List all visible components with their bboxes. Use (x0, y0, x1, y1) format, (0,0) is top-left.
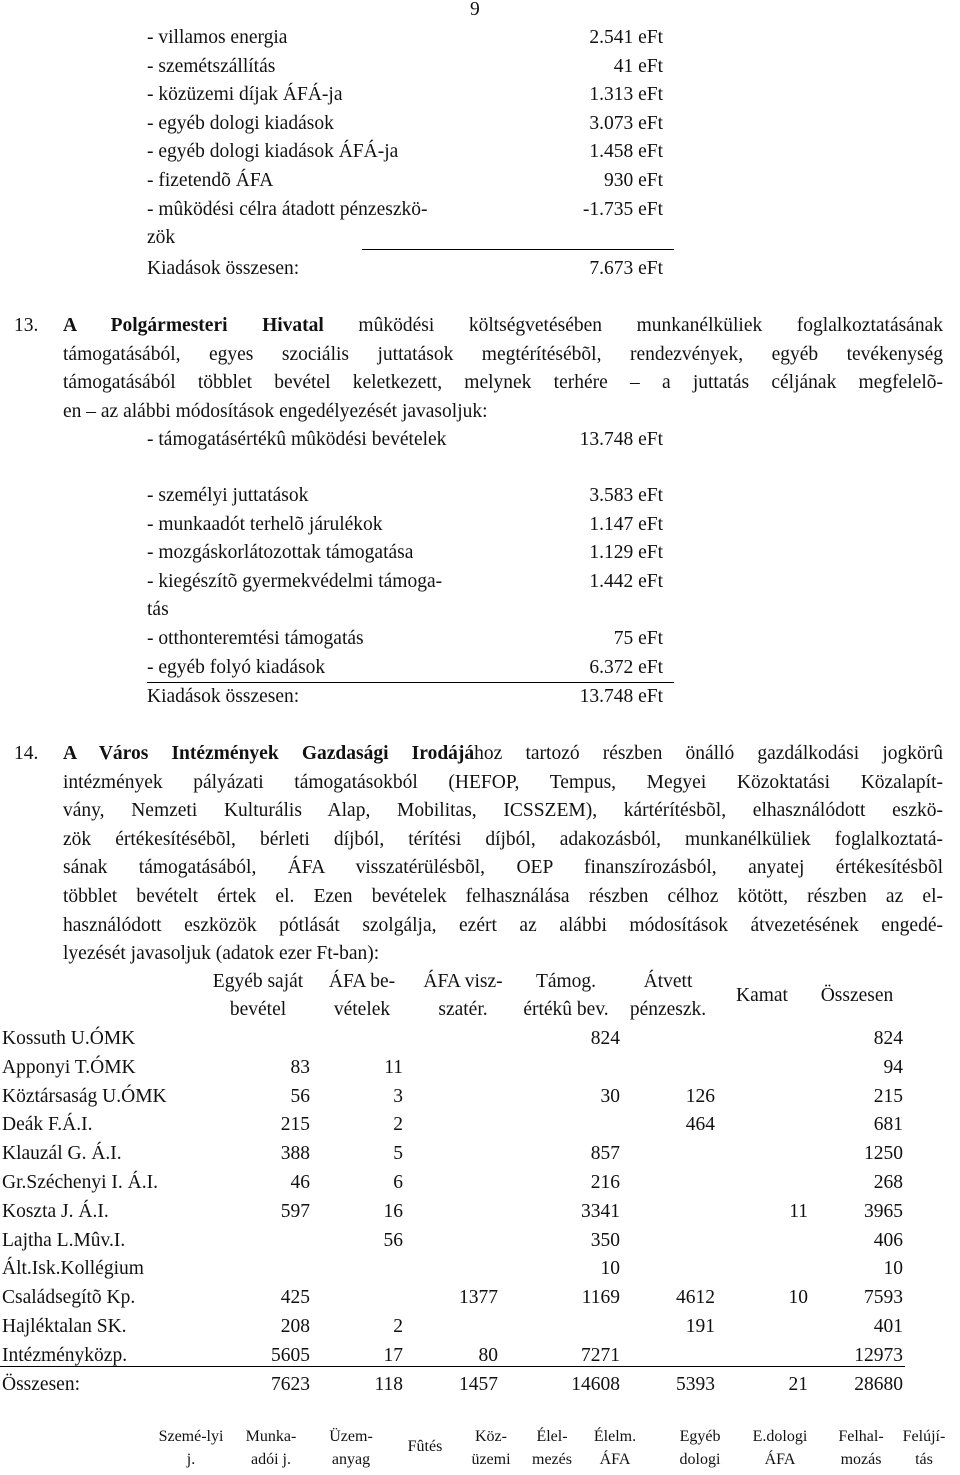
item-label: - otthonteremtési támogatás (147, 628, 364, 649)
paragraph-line: en – az alábbi módosítások engedélyezését javasoljuk: (63, 400, 488, 422)
table-cell: 118 (374, 1374, 403, 1395)
list-item (0, 511, 960, 540)
list-item (0, 196, 960, 225)
table-cell: 6 (393, 1172, 403, 1193)
item-label: - egyéb dologi kiadások (147, 112, 334, 134)
header-cell: ÁFA visz- (423, 971, 503, 992)
list-item (0, 482, 960, 511)
table-cell: 425 (280, 1287, 310, 1309)
header-cell: Átvett (643, 971, 693, 992)
list-item (0, 81, 960, 110)
table-row (0, 1313, 960, 1342)
table-cell: 3 (393, 1085, 403, 1107)
item-value: 41 eFt (613, 55, 663, 77)
table-cell: 7593 (864, 1287, 903, 1309)
income-label: - támogatásértékû mûködési bevételek (147, 429, 447, 450)
item-label: - villamos energia (147, 27, 288, 48)
table-cell: 7623 (271, 1374, 310, 1395)
table-row (0, 1111, 960, 1140)
header-cell: Összesen (820, 985, 894, 1006)
paragraph-text (63, 740, 943, 969)
row-label: Ált.Isk.Kollégium (2, 1258, 144, 1280)
list-item (0, 53, 960, 82)
item-label: - személyi juttatások (147, 485, 309, 506)
paragraph-line: vány, Nemzeti Kulturális Alap, Mobilitas, ICSSZEM), kártérítésbõl, elhasználódott eszkö- (63, 800, 943, 822)
bold-title: A Polgármesteri Hivatal (63, 315, 324, 336)
table-cell: 46 (290, 1172, 310, 1193)
table-cell: 857 (590, 1143, 620, 1165)
paragraph-text (63, 312, 943, 426)
list-item (0, 24, 960, 53)
item-label: - közüzemi díjak ÁFÁ-ja (147, 84, 343, 106)
row-label: Lajtha L.Mûv.I. (2, 1229, 126, 1251)
table-cell: 28680 (854, 1374, 903, 1395)
table-row (0, 1255, 960, 1284)
header-cell: E.dologi (752, 1428, 808, 1445)
header-cell: Fûtés (407, 1438, 443, 1455)
header-cell: mezés (532, 1451, 572, 1468)
header-cell: tás (915, 1451, 933, 1468)
table-cell: 80 (478, 1344, 498, 1366)
item-value: 1.147 eFt (589, 513, 663, 535)
table-cell: 268 (873, 1172, 903, 1193)
row-label: Köztársaság U.ÓMK (2, 1085, 167, 1107)
table-cell: 4612 (676, 1287, 715, 1309)
row-label: Kossuth U.ÓMK (2, 1028, 136, 1049)
table-cell: 10 (883, 1258, 903, 1280)
row-label: Családsegítõ Kp. (2, 1287, 136, 1309)
list-item (0, 596, 960, 625)
header-cell: mozás (840, 1451, 882, 1468)
header-cell: Támog. (535, 971, 597, 992)
divider (362, 249, 674, 250)
table-cell: 56 (290, 1085, 310, 1107)
table-cell: 388 (280, 1143, 310, 1165)
table-cell: 216 (590, 1172, 620, 1193)
item-label: - mûködési célra átadott pénzeszkö- (147, 198, 428, 220)
bold-title: A Város Intézmények Gazdasági Irodájá (63, 743, 475, 764)
table-cell: 208 (280, 1316, 310, 1337)
table-row (0, 1227, 960, 1256)
header-cell: Egyéb (679, 1428, 721, 1445)
item-label: - egyéb dologi kiadások ÁFÁ-ja (147, 141, 399, 163)
table-row (0, 1198, 960, 1227)
header-cell: Üzem- (329, 1428, 373, 1445)
line-text: mûködési költségvetésében munkanélküliek foglalkoztatásának (358, 315, 943, 336)
table-row (0, 1169, 960, 1198)
item-label: - kiegészítõ gyermekvédelmi támoga- (147, 570, 443, 592)
paragraph-line: sának támogatásából, ÁFA visszatérülésbõl, OEP finanszírozásból, anyatej értékesítésbõl (63, 857, 943, 879)
item-label: zök (147, 227, 176, 249)
table-cell: 2 (393, 1114, 403, 1136)
item-value: 930 eFt (603, 170, 663, 191)
table-cell: 21 (788, 1374, 808, 1395)
paragraph-line: támogatásából, egyes szociális juttatások megtérítésébõl, rendezvények, egyéb tevékenység (63, 343, 943, 365)
header-cell: anyag (331, 1451, 371, 1468)
table-row (0, 1284, 960, 1313)
paragraph-line: használódott eszközök pótlását szolgálja, ezért az alábbi módosítások átvezetésének engedé- (63, 914, 943, 936)
header-cell: Felújí- (902, 1428, 946, 1445)
table-cell: 406 (873, 1229, 903, 1251)
table-cell: 597 (280, 1200, 310, 1222)
list-item (0, 167, 960, 196)
income-value: 13.748 eFt (579, 429, 663, 450)
table-cell: 7271 (581, 1344, 620, 1366)
table-divider (0, 1366, 905, 1367)
header-cell: ÁFA (764, 1451, 796, 1468)
table-cell: 83 (290, 1056, 310, 1078)
header-cell: dologi (679, 1451, 721, 1468)
table-row (0, 1025, 960, 1054)
header-cell: Élelm. (593, 1428, 637, 1445)
table-cell: 11 (384, 1056, 403, 1078)
table-cell: 126 (685, 1085, 715, 1107)
row-label: Klauzál G. Á.I. (2, 1143, 122, 1165)
table-cell: 10 (600, 1258, 620, 1280)
item-value: -1.735 eFt (582, 198, 663, 220)
list-item (0, 539, 960, 568)
item-value: 1.442 eFt (589, 570, 663, 592)
header-cell: j. (186, 1451, 196, 1468)
item-value: 3.583 eFt (589, 485, 663, 506)
table-cell: 14608 (571, 1374, 620, 1395)
item-value: 75 eFt (613, 628, 663, 649)
row-label: Hajléktalan SK. (2, 1316, 127, 1337)
item-label: tás (147, 599, 169, 621)
line-text: hoz tartozó részben önálló gazdálkodási jogkörû (474, 743, 943, 764)
table-cell: 350 (590, 1229, 620, 1251)
header-cell: szatér. (438, 999, 488, 1020)
table-row (0, 1140, 960, 1169)
table-cell: 1169 (581, 1287, 620, 1309)
total-row (0, 683, 960, 712)
paragraph-line (63, 312, 943, 341)
table-row (0, 1083, 960, 1112)
row-label: Összesen: (2, 1374, 80, 1395)
table-cell: 464 (685, 1114, 715, 1136)
row-label: Apponyi T.ÓMK (2, 1056, 136, 1078)
item-label: - fizetendõ ÁFA (147, 170, 274, 191)
page-number: 9 (470, 0, 480, 20)
item-value: 1.458 eFt (589, 141, 663, 163)
total-label: Kiadások összesen: (147, 686, 300, 707)
header-cell: pénzeszk. (629, 999, 707, 1020)
table-cell: 824 (590, 1028, 620, 1049)
header-cell: Kamat (736, 985, 788, 1006)
header-cell: vételek (333, 999, 391, 1020)
item-value: 1.313 eFt (589, 84, 663, 106)
table-cell: 16 (383, 1200, 403, 1222)
row-label: Deák F.Á.I. (2, 1114, 93, 1136)
header-cell: üzemi (471, 1451, 511, 1468)
table-cell: 30 (600, 1085, 620, 1107)
table-cell: 215 (280, 1114, 310, 1136)
item-label: - munkaadót terhelõ járulékok (147, 513, 383, 535)
table-cell: 94 (883, 1056, 903, 1078)
item-value: 6.372 eFt (589, 656, 663, 678)
table-total-row (0, 1371, 960, 1400)
table-cell: 17 (383, 1344, 403, 1366)
header-cell: értékû bev. (523, 999, 609, 1020)
row-label: Gr.Széchenyi I. Á.I. (2, 1172, 158, 1193)
table-cell: 1457 (459, 1374, 498, 1395)
list-item (0, 138, 960, 167)
header-cell: adói j. (251, 1451, 291, 1468)
list-item (0, 568, 960, 597)
income-row (0, 426, 960, 455)
list-item (0, 110, 960, 139)
header-cell: Köz- (475, 1428, 507, 1445)
table-cell: 3341 (581, 1200, 620, 1222)
list-item (0, 654, 960, 683)
item-value: 3.073 eFt (589, 112, 663, 134)
table-cell: 12973 (854, 1344, 903, 1366)
item-value: 1.129 eFt (589, 542, 663, 564)
total-value: 13.748 eFt (579, 686, 663, 707)
header-cell: Munka- (245, 1428, 297, 1445)
table-cell: 5605 (271, 1344, 310, 1366)
table-cell: 401 (873, 1316, 903, 1337)
table-cell: 1377 (459, 1287, 498, 1309)
table-cell: 191 (685, 1316, 715, 1337)
header-cell: bevétel (229, 999, 287, 1020)
row-label: Intézményközp. (2, 1344, 128, 1366)
table-cell: 5 (393, 1143, 403, 1165)
table-cell: 56 (383, 1229, 403, 1251)
table-cell: 2 (393, 1316, 403, 1337)
total-value: 7.673 eFt (589, 258, 663, 279)
table-cell: 11 (789, 1200, 808, 1222)
paragraph-line: intézmények pályázati támogatásokból (HEFOP, Tempus, Megyei Közoktatási Közalapít- (63, 771, 943, 793)
table-cell: 5393 (676, 1374, 715, 1395)
item-label: - mozgáskorlátozottak támogatása (147, 542, 414, 564)
table-cell: 824 (873, 1028, 903, 1049)
header-cell: Felhal- (838, 1428, 884, 1445)
header-cell: Élel- (536, 1428, 568, 1445)
row-label: Koszta J. Á.I. (2, 1200, 109, 1222)
list-item (0, 625, 960, 654)
table-cell: 1250 (864, 1143, 903, 1165)
item-label: - egyéb folyó kiadások (147, 656, 326, 678)
header-cell: ÁFA (599, 1451, 631, 1468)
table-cell: 10 (788, 1287, 808, 1309)
paragraph-line: zök értékesítésébõl, bérleti díjból, térítési díjból, adakozásból, munkanélküliek foglalkoztatá- (63, 828, 943, 850)
item-number: 14. (14, 743, 39, 764)
header-cell: Egyéb saját (212, 971, 304, 992)
item-number: 13. (14, 315, 39, 336)
paragraph-line: lyezését javasoljuk (adatok ezer Ft-ban): (63, 943, 380, 965)
table-cell: 681 (873, 1114, 903, 1136)
table-row (0, 1054, 960, 1083)
paragraph-line: többlet bevételt értek el. Ezen bevételek felhasználása részben célhoz kötött, részben az el- (63, 885, 943, 907)
total-label: Kiadások összesen: (147, 258, 300, 279)
item-value: 2.541 eFt (589, 27, 663, 48)
table-cell: 3965 (864, 1200, 903, 1222)
header-cell: Szemé-lyi (158, 1428, 224, 1445)
paragraph-line: támogatásából többlet bevétel keletkezett, melynek terhére – a juttatás céljának megfelelõ- (63, 372, 943, 394)
table-cell: 215 (873, 1085, 903, 1107)
paragraph-line (63, 740, 943, 769)
item-label: - szemétszállítás (147, 55, 276, 77)
header-cell: ÁFA be- (328, 971, 396, 992)
total-row (0, 255, 960, 284)
